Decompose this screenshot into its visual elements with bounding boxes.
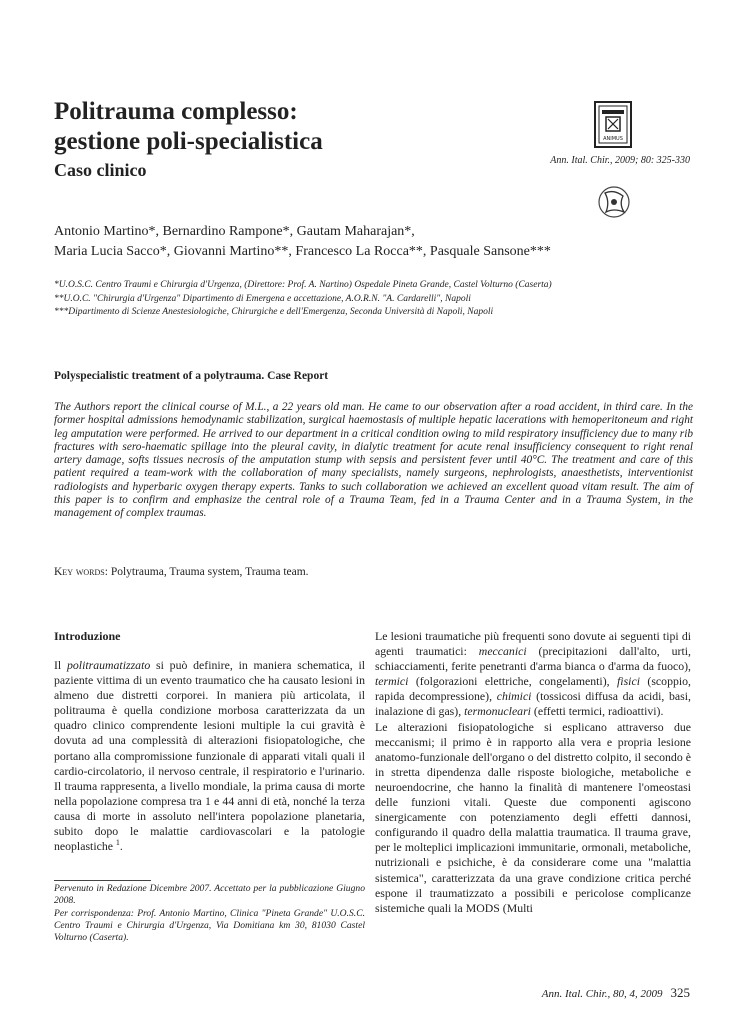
- article-title: [54, 97, 323, 157]
- journal-citation: Ann. Ital. Chir., 2009; 80: 325-330: [550, 155, 690, 166]
- agents-text-1: Le lesioni traumatiche più frequenti sono dovute ai seguenti tipi di agenti traumatici:: [375, 629, 691, 659]
- intro-text-end: .: [119, 839, 123, 854]
- section-heading-introduzione: Introduzione: [54, 629, 121, 643]
- agents-text-6: (effetti termici, radioattivi).: [530, 704, 664, 719]
- agents-emph-3: fisici: [617, 674, 640, 689]
- agents-paragraph: [375, 629, 691, 720]
- agents-emph-5: termonucleari: [464, 704, 531, 719]
- authors-line-2: Maria Lucia Sacco*, Giovanni Martino**, Francesco La Rocca**, Pasquale Sansone***: [54, 244, 551, 259]
- affiliation-2: **U.O.C. "Chirurgia d'Urgenza" Dipartimento di Emergena e accettazione, A.O.R.N. "A. Cardarelli", Napoli: [54, 293, 471, 304]
- agents-text-4: (scoppio, rapida decompressione),: [375, 674, 691, 704]
- footnotes: [54, 883, 365, 944]
- page-footer: [542, 985, 690, 1001]
- intro-text-start: Il: [54, 658, 67, 672]
- left-column: [54, 629, 365, 854]
- title-line-1: Politrauma complesso:: [54, 98, 298, 125]
- abstract-text: The Authors report the clinical course of M.L., a 22 years old man. He came to our observation after a road accident, in third care. In the former hospital admissions hemodynamic stabilization, surgical haemostasis of multiple hepatic lacerations with hemoperitoneum and right leg amputation were performed. He arrived to our department in a critical condition owing to mild respiratory insufficiency due to many rib fractures with sero-haematic spillage into the pleural cavity, in dialytic treatment for acute renal insufficiency consequent to right renal artery damage, softs tissues necrosis of the amputation stump with sepsis and persistent fever until 40°C. The treatment and care of this patient required a team-work with the collaboration of many specialists, namely surgeons, nephrologists, anaesthetists, interventionist radiologists and hyperbaric oxygen therapy experts. Tanks to such collaboration we achieved an excellent quoad vitam result. The aim of this paper is to confirm and emphasize the central role of a Trauma Team, fed in a Trauma Center and in a Trauma System, in the management of complex traumas.: [54, 401, 693, 520]
- keywords-list: : Polytrauma, Trauma system, Trauma team.: [104, 566, 309, 578]
- footer-journal: Ann. Ital. Chir., 80, 4, 2009: [541, 988, 663, 1000]
- pathophysiology-paragraph: Le alterazioni fisiopatologiche si esplicano attraverso due meccanismi; il primo è in rapporto alla vera e propria lesione anatomo-funzionale dell'organo o del distretto colpito, il secondo è in stretta dipendenza dalle risposte biologiche, metaboliche e neuroendocrine, che hanno la finalità di mantenere l'omeostasi delle funzioni vitali. Queste due componenti agiscono sinergicamente con potenziamento degli effetti dannosi, configurando il quadro della malattia traumatica. Il trauma grave, per le molteplici implicazioni immunitarie, ormonali, metaboliche, nutrizionali e psichiche, è da considerare come una "malattia sistemica", caratterizzata da una grave condizione critica perché espone il traumatizzato a possibili e pericolose complicanze sistemiche quali la MODS (Multi: [375, 719, 691, 915]
- page-number: 325: [670, 985, 690, 1000]
- keywords: [54, 566, 309, 578]
- reference-mark: 1: [115, 838, 120, 848]
- intro-paragraph: [54, 658, 365, 854]
- abstract-title: Polyspecialistic treatment of a polytrauma. Case Report: [54, 370, 329, 382]
- affiliation-3: ***Dipartimento di Scienze Anestesiologiche, Chirurgiche e dell'Emergenza, Seconda Università di Napoli, Napoli: [54, 307, 494, 317]
- agents-text-3: (folgorazioni elettriche, congelamenti),: [408, 674, 618, 689]
- article-subtitle: Caso clinico: [54, 160, 147, 180]
- title-line-2: gestione poli-specialistica: [54, 128, 323, 155]
- agents-text-5: (tossicosi diffusa da acidi, basi, inalazione di gas),: [375, 689, 691, 719]
- affiliations: [54, 279, 694, 320]
- footnote-rule: [54, 880, 151, 881]
- affiliation-1: *U.O.S.C. Centro Traumi e Chirurgia d'Urgenza, (Direttore: Prof. A. Nartino) Ospedale Pineta Grande, Castel Volturno (Caserta): [54, 280, 552, 290]
- agents-emph-2: termici: [375, 674, 409, 689]
- svg-text:ANIMUS: ANIMUS: [603, 136, 623, 142]
- agents-emph-1: meccanici: [478, 644, 527, 659]
- circular-stamp-logo: [596, 184, 632, 220]
- agents-text-2: (precipitazioni dall'alto, urti, schiacciamenti, ferite penetranti d'arma bianca o d'arma da fuoco),: [375, 644, 691, 674]
- intro-emphasis: politraumatizzato: [67, 658, 151, 672]
- intro-text-body: si può definire, in maniera schematica, il paziente vittima di un evento traumatico che ha causato lesioni in almeno due distretti corporei. In maniera più articolata, il politrauma è quella condizione morbosa caratterizzata da un quadro clinico comprendente lesioni multiple la cui gravità è dovuta ad una complessità di alterazioni fisiopatologiche, che portano alla compromissione funzionale di apparati vitali quali il cardio-circolatorio, il nervoso centrale, il respiratorio e l'urinario. Il trauma rappresenta, a livello mondiale, la prima causa di morte nella popolazione compresa tra 1 e 44 anni di età, nonché la terza causa di morte in assoluto nell'intera popolazione planetaria, subito dopo le malattie cardiovascolari e la patologie neoplastiche: [54, 658, 365, 854]
- received-note: Pervenuto in Redazione Dicembre 2007. Accettato per la pubblicazione Giugno 2008.: [54, 883, 365, 907]
- keywords-label: Key words: [54, 566, 105, 578]
- correspondence-note: Per corrispondenza: Prof. Antonio Martino, Clinica "Pineta Grande" U.O.S.C. Centro Traumi e Chirurgia d'Urgenza, Via Domitiana km 30, 81030 Castel Volturno (Caserta).: [54, 907, 365, 944]
- authors-line-1: Antonio Martino*, Bernardino Rampone*, Gautam Maharajan*,: [54, 224, 415, 239]
- author-list: [54, 222, 694, 262]
- right-column: [375, 629, 691, 916]
- agents-emph-4: chimici: [496, 689, 532, 704]
- journal-seal-logo: [594, 101, 632, 148]
